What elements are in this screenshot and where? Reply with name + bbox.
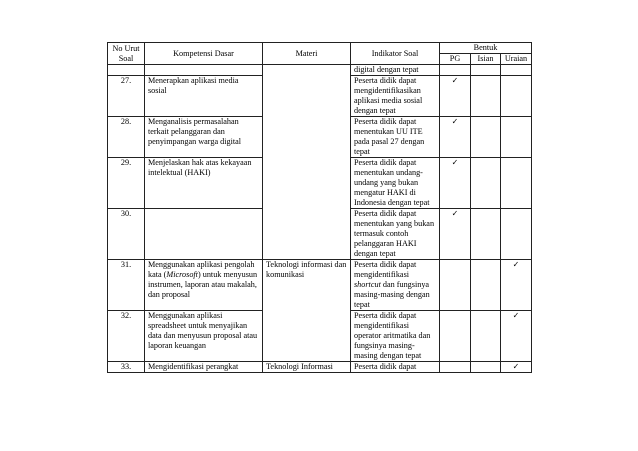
indikator-italic-text: shortcut (354, 280, 381, 289)
cell-indikator: Peserta didik dapat mengidentifikasikan aplikasi media sosial dengan tepat (351, 76, 440, 117)
kompetensi-italic-text: Microsoft (166, 270, 198, 279)
cell-indikator: Peserta didik dapat menentukan undang-undang yang bukan mengatur HAKI di Indonesia dengan tepat (351, 158, 440, 209)
cell-kompetensi: Menggunakan aplikasi spreadsheet untuk menyajikan data dan menyusun proposal atau laporan keuangan (145, 311, 263, 362)
cell-indikator (351, 260, 440, 311)
kisi-kisi-table (107, 42, 532, 373)
checkmark-icon: ✓ (451, 76, 459, 85)
cell-no: 32. (108, 311, 145, 362)
indikator-text: Peserta didik dapat mengidentifikasi (354, 260, 417, 279)
cell-uraian (501, 76, 532, 117)
cell-materi (263, 65, 351, 260)
cell-pg (440, 311, 471, 362)
header-kompetensi: Kompetensi Dasar (145, 43, 263, 65)
cell-no: 31. (108, 260, 145, 311)
cell-isian (471, 76, 501, 117)
indikator-text: dan fungsinya masing-masing dengan tepat (354, 280, 430, 309)
cell-kompetensi: Menganalisis permasalahan terkait pelanggaran dan penyimpangan warga digital (145, 117, 263, 158)
cell-uraian (501, 65, 532, 76)
cell-kompetensi: Menjelaskan hak atas kekayaan intelektual (HAKI) (145, 158, 263, 209)
checkmark-icon: ✓ (512, 362, 520, 371)
cell-indikator: Peserta didik dapat (351, 362, 440, 373)
table-row (108, 65, 532, 76)
cell-no (108, 65, 145, 76)
kompetensi-text: ) untuk menyusun instrumen, laporan atau makalah, dan proposal (148, 270, 258, 299)
table-row (108, 362, 532, 373)
header-no-urut: No Urut Soal (108, 43, 145, 65)
cell-isian (471, 209, 501, 260)
checkmark-icon: ✓ (451, 158, 459, 167)
cell-uraian (501, 362, 532, 373)
cell-uraian (501, 209, 532, 260)
cell-isian (471, 362, 501, 373)
cell-indikator: Peserta didik dapat menentukan yang bukan termasuk contoh pelanggaran HAKI dengan tepat (351, 209, 440, 260)
header-uraian: Uraian (501, 54, 532, 65)
cell-materi: Teknologi informasi dan komunikasi (263, 260, 351, 362)
cell-pg (440, 158, 471, 209)
header-bentuk: Bentuk (440, 43, 532, 54)
cell-indikator: digital dengan tepat (351, 65, 440, 76)
cell-pg (440, 65, 471, 76)
cell-indikator: Peserta didik dapat mengidentifikasi operator aritmatika dan fungsinya masing-masing dengan tepat (351, 311, 440, 362)
cell-materi: Teknologi Informasi (263, 362, 351, 373)
cell-kompetensi: Menerapkan aplikasi media sosial (145, 76, 263, 117)
cell-isian (471, 158, 501, 209)
cell-no: 29. (108, 158, 145, 209)
cell-pg (440, 362, 471, 373)
cell-kompetensi: Mengidentifikasi perangkat (145, 362, 263, 373)
cell-no: 28. (108, 117, 145, 158)
cell-kompetensi (145, 209, 263, 260)
cell-uraian (501, 311, 532, 362)
cell-uraian (501, 158, 532, 209)
cell-isian (471, 311, 501, 362)
table-row (108, 260, 532, 311)
cell-no: 27. (108, 76, 145, 117)
cell-isian (471, 65, 501, 76)
cell-isian (471, 117, 501, 158)
cell-pg (440, 209, 471, 260)
header-isian: Isian (471, 54, 501, 65)
header-pg: PG (440, 54, 471, 65)
header-materi: Materi (263, 43, 351, 65)
cell-isian (471, 260, 501, 311)
header-indikator: Indikator Soal (351, 43, 440, 65)
cell-uraian (501, 117, 532, 158)
checkmark-icon: ✓ (451, 117, 459, 126)
cell-uraian (501, 260, 532, 311)
header-row (108, 43, 532, 54)
cell-no: 30. (108, 209, 145, 260)
cell-pg (440, 76, 471, 117)
checkmark-icon: ✓ (512, 260, 520, 269)
cell-kompetensi (145, 260, 263, 311)
checkmark-icon: ✓ (512, 311, 520, 320)
cell-pg (440, 117, 471, 158)
cell-kompetensi (145, 65, 263, 76)
cell-pg (440, 260, 471, 311)
checkmark-icon: ✓ (451, 209, 459, 218)
kompetensi-text: Menggunakan aplikasi pengolah kata ( (148, 260, 255, 279)
cell-no: 33. (108, 362, 145, 373)
cell-indikator: Peserta didik dapat menentukan UU ITE pada pasal 27 dengan tepat (351, 117, 440, 158)
